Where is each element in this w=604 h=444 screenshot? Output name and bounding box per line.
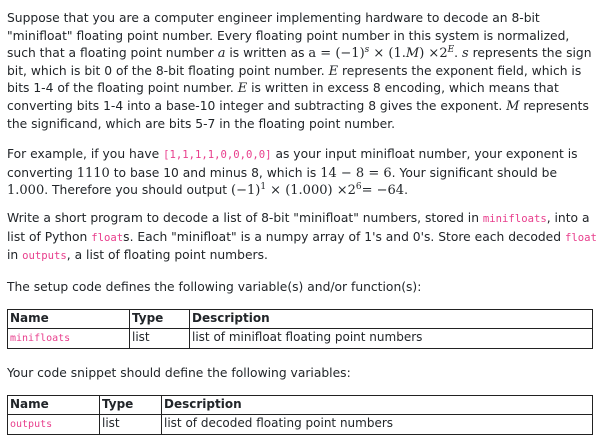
task-text-5: , a list of floating point numbers.	[66, 248, 268, 263]
result-part-1: (−1)	[231, 183, 261, 199]
intro-text-4: represents the sign bit, which is bit 0 of the 8-bit floating point number.	[7, 46, 592, 78]
cell-name	[8, 329, 130, 349]
formula-exp-E: E	[447, 45, 455, 56]
task-paragraph	[7, 210, 599, 266]
formula-M: M	[405, 46, 420, 62]
cell-description: list of minifloat floating point numbers	[190, 329, 593, 349]
formula-part-1: a = (−1)	[308, 46, 365, 62]
var-M: M	[506, 98, 520, 114]
table-header-row	[8, 396, 593, 415]
task-text-1: Write a short program to decode a list of 8-bit "minifloat" numbers, stored in	[7, 211, 483, 225]
intro-text-6: is written in excess 8 encoding, which means that converting bits 1-4 into a base-10 integer and subtracting 8 gives the exponent.	[7, 81, 559, 113]
column-header-name: Name	[8, 396, 100, 415]
var-E: E	[328, 63, 339, 79]
code-float: float	[91, 231, 124, 244]
formula-part-2: × (1.	[369, 46, 406, 62]
column-header-name: Name	[8, 310, 130, 329]
task-text-4: in	[7, 248, 23, 263]
setup-variables-table	[7, 309, 593, 349]
table-header-row	[8, 310, 593, 329]
snippet-text: Your code snippet should define the following variables:	[7, 366, 351, 380]
intro-text-3: .	[454, 46, 462, 61]
result-part-3: = −64	[361, 183, 405, 199]
column-header-description: Description	[162, 396, 593, 415]
cell-type: list	[100, 415, 162, 435]
intro-text-7: represents the significand, which are bits 5-7 in the floating point number.	[7, 98, 589, 131]
result-exp-6: 6	[355, 182, 362, 193]
intro-text-5: represents the exponent field, which is bits 1-4 of the floating point number.	[7, 63, 582, 96]
minifloat-formula	[308, 46, 454, 61]
code-minifloats: minifloats	[482, 213, 547, 225]
example-math-exponent: 14 − 8 = 6	[320, 165, 392, 181]
intro-paragraph	[7, 10, 599, 133]
var-s: s	[462, 46, 469, 62]
formula-part-3: ) ×2	[419, 46, 448, 62]
setup-text: The setup code defines the following variable(s) and/or function(s):	[7, 280, 422, 294]
example-text-6: .	[404, 183, 408, 198]
var-a: a	[217, 46, 226, 62]
column-header-type: Type	[100, 396, 162, 415]
var-E-2: E	[237, 81, 248, 97]
example-math-1110: 1110	[76, 165, 110, 181]
example-math-result	[231, 183, 404, 198]
example-text-2: as your input minifloat number, your exponent is converting	[7, 147, 578, 180]
code-outputs: outputs	[22, 250, 67, 263]
table-row	[8, 415, 593, 435]
var-name-code: outputs	[10, 419, 53, 430]
intro-text-1: Suppose that you are a computer engineer implementing hardware to decode an 8-bit "minifloat" floating point number. Every floating point number in this system is normalized, such that a floating point number	[7, 11, 570, 61]
column-header-description: Description	[190, 310, 593, 329]
example-input-code: [1,1,1,1,0,0,0,0]	[163, 149, 272, 161]
task-text-3: s. Each "minifloat" is a numpy array of 1's and 0's. Store each decoded	[123, 229, 565, 244]
snippet-variables-table	[7, 395, 593, 435]
cell-type: list	[130, 329, 190, 349]
example-text-5: . Therefore you should output	[44, 183, 231, 198]
result-part-2: × (1.000) ×2	[266, 183, 356, 199]
example-text-1: For example, if you have	[7, 147, 164, 161]
cell-name	[8, 415, 100, 435]
cell-description: list of decoded floating point numbers	[162, 415, 593, 435]
var-name-code: minifloats	[10, 333, 71, 344]
column-header-type: Type	[130, 310, 190, 329]
intro-text-2: is written as	[225, 46, 309, 61]
task-text-2: , into a list of Python	[7, 211, 590, 244]
example-paragraph	[7, 146, 599, 200]
formula-exp-s: s	[364, 45, 370, 56]
result-exp-1: 1	[260, 182, 267, 193]
example-math-significand: 1.000	[7, 183, 45, 199]
code-float-2: float	[564, 231, 597, 244]
table-row	[8, 329, 593, 349]
example-text-3: to base 10 and minus 8, which is	[109, 165, 321, 180]
example-text-4: . Your significant should be	[391, 165, 558, 180]
